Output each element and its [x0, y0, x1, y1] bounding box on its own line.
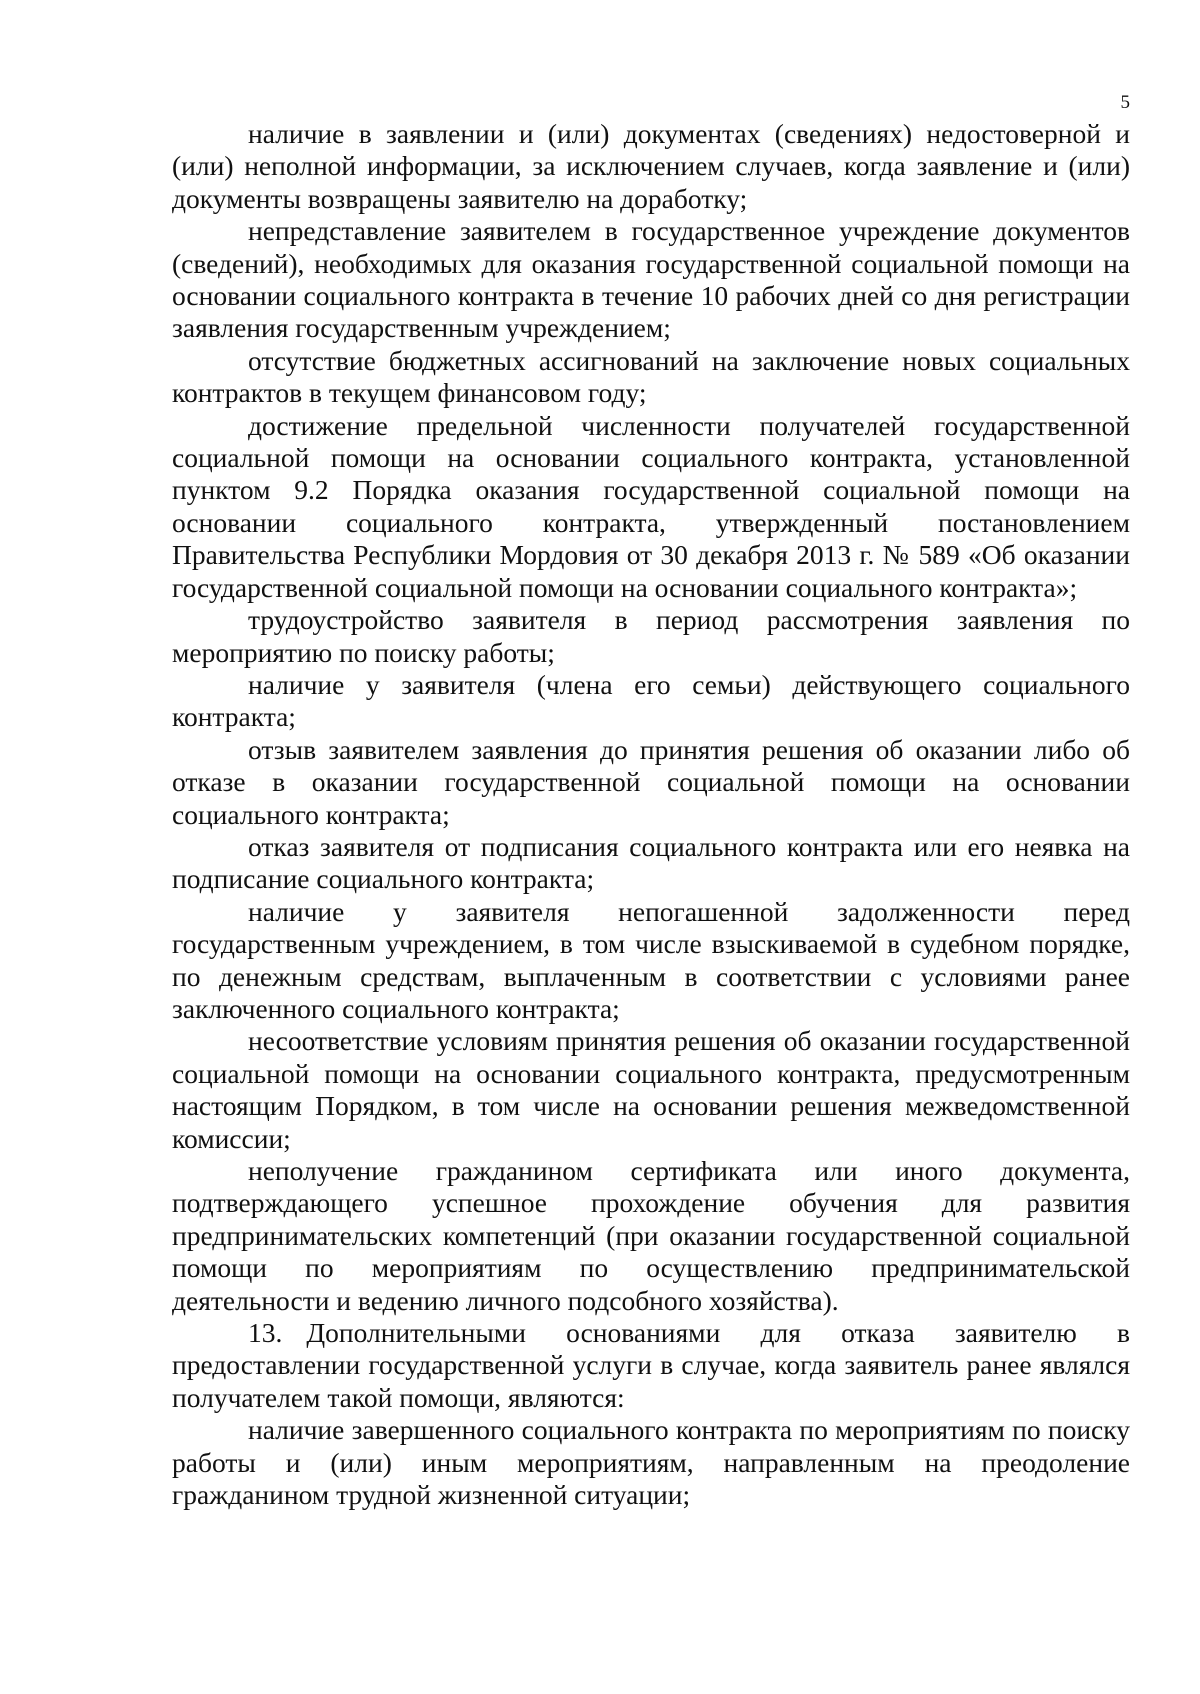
paragraph-application-withdrawn: отзыв заявителем заявления до принятия решения об оказании либо об отказе в оказании государственной социальной помощи на основании социального контракта;	[172, 733, 1130, 830]
page-number: 5	[1120, 92, 1130, 113]
paragraph-outstanding-debt: наличие у заявителя непогашенной задолженности перед государственным учреждением, в том числе взыскиваемой в судебном порядке, по денежным средствам, выплаченным в соответствии с условиями ранее заключенного социального контракта;	[172, 895, 1130, 1024]
paragraph-no-budget-allocations: отсутствие бюджетных ассигнований на заключение новых социальных контрактов в текущем финансовом году;	[172, 344, 1130, 409]
paragraph-employment-during-review: трудоустройство заявителя в период рассмотрения заявления по мероприятию по поиску работы;	[172, 604, 1130, 668]
paragraph-item-13	[172, 1317, 1130, 1414]
paragraph-no-certificate: неполучение гражданином сертификата или иного документа, подтверждающего успешное прохождение обучения для развития предпринимательских компетенций (при оказании государственной социальной помощи по мероприятиям по осуществлению предпринимательской деятельности и ведению личного подсобного хозяйства).	[172, 1155, 1130, 1316]
item-13-text: Дополнительными основаниями для отказа заявителю в предоставлении государственной услуги в случае, когда заявитель ранее являлся получателем такой помощи, являются:	[172, 1317, 1130, 1413]
paragraph-completed-contract: наличие завершенного социального контракта по мероприятиям по поиску работы и (или) иным мероприятиям, направленным на преодоление гражданином трудной жизненной ситуации;	[172, 1414, 1130, 1511]
document-body	[172, 118, 1130, 1511]
item-13-number: 13.	[248, 1317, 283, 1349]
paragraph-documents-not-submitted: непредставление заявителем в государственное учреждение документов (сведений), необходимых для оказания государственной социальной помощи на основании социального контракта в течение 10 рабочих дней со дня регистрации заявления государственным учреждением;	[172, 215, 1130, 344]
paragraph-recipient-limit-reached: достижение предельной численности получателей государственной социальной помощи на основании социального контракта, установленной пунктом 9.2 Порядка оказания государственной социальной помощи на основании социального контракта, утвержденный постановлением Правительства Республики Мордовия от 30 декабря 2013 г. № 589 «Об оказании государственной социальной помощи на основании социального контракта»;	[172, 409, 1130, 603]
paragraph-invalid-information: наличие в заявлении и (или) документах (сведениях) недостоверной и (или) неполной информации, за исключением случаев, когда заявление и (или) документы возвращены заявителю на доработку;	[172, 118, 1130, 214]
paragraph-conditions-not-met: несоответствие условиям принятия решения об оказании государственной социальной помощи на основании социального контракта, предусмотренным настоящим Порядком, в том числе на основании решения межведомственной комиссии;	[172, 1025, 1130, 1154]
paragraph-refusal-to-sign: отказ заявителя от подписания социального контракта или его неявка на подписание социального контракта;	[172, 830, 1130, 895]
paragraph-active-contract: наличие у заявителя (члена его семьи) действующего социального контракта;	[172, 668, 1130, 733]
